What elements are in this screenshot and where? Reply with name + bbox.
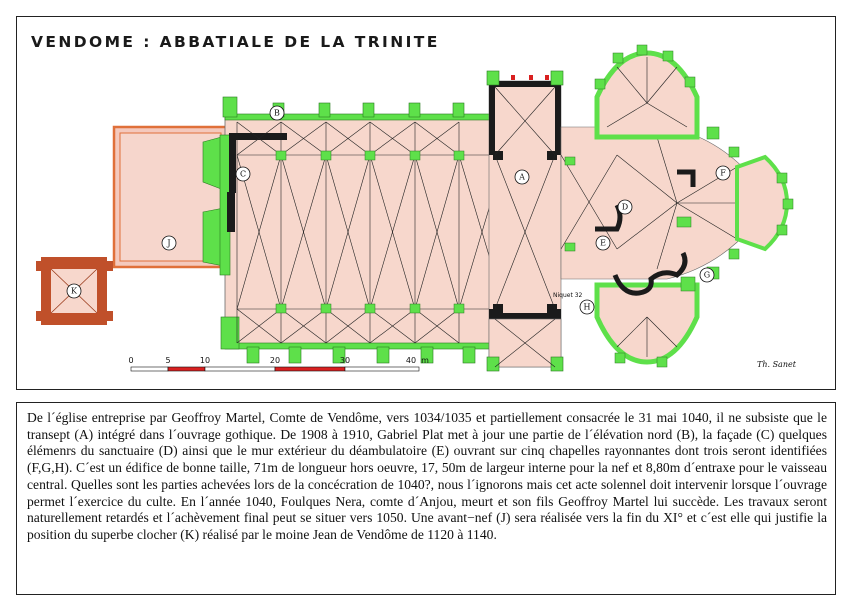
scale-tick-0: 0 [128, 356, 134, 365]
label-a [515, 170, 529, 184]
east-chapel [737, 157, 793, 249]
transept-red-marks [511, 75, 549, 80]
label-b-text: B [274, 108, 280, 118]
label-k [67, 284, 81, 298]
label-d-text: D [621, 202, 629, 212]
scale-tick-10: 10 [199, 356, 211, 365]
label-h-text: H [583, 302, 591, 312]
label-f-text: F [720, 168, 726, 178]
caption-text: De l´église entreprise par Geoffroy Martel, Comte de Vendôme, vers 1034/1035 et partiellement consacrée le 31 mai 1040, il ne subsiste que le transept (A) intégré dans l´ouvrage gothique. De 1908 à 1910, Gabriel Plat met à jour une partie de l´élévation nord (B), la façade (C) quelques élémenrs du sanctuaire (D) ainsi que le mur extérieur du déambulatoire (E) ouvrant sur cinq chapelles rayonnantes dont trois seront identifiées (F,G,H). C´est un édifice de bonne taille, 71m de longueur hors oeuvre, 17, 50m de largeur interne pour la nef et 8,80m d´entraxe pour le vaisseau central. Quelles sont les parties achevées lors de la concécration de 1040?, nous l´ignorons mais cet acte solennel doit intervenir lorsque l´ouvrage permet l´exercice du culte. En l´année 1040, Foulques Nera, comte d´Anjou, meurt et son fils Geoffroy Martel lui succède. Les travaux seront naturellement retardés et l´achèvement final peut se situer vers 1050. Une avant−nef (J) sera réalisée vers la fin du XI° et c´est elle qui justifie la position du superbe clocher (K) réalisé par le moine Jean de Vendôme de 1120 à 1140. [27, 410, 827, 542]
south-chapel [597, 285, 697, 367]
label-j [162, 236, 176, 250]
label-c-text: C [239, 169, 247, 179]
plan-frame [16, 16, 836, 390]
label-h [580, 300, 594, 314]
label-a-text: A [519, 172, 525, 182]
floor-plan [17, 17, 835, 389]
small-note: Niquet 32 [553, 292, 583, 299]
signature: Th. Sanet [757, 360, 796, 369]
plan-title: VENDOME : ABBATIALE DE LA TRINITE [31, 33, 440, 51]
scale-tick-40: 40 [405, 356, 417, 365]
label-j-text: J [167, 238, 171, 248]
scale-tick-20: 20 [269, 356, 281, 365]
scale-tick-30: 30 [339, 356, 351, 365]
caption-frame [16, 402, 836, 595]
label-e [596, 236, 610, 250]
north-chapel [595, 45, 697, 137]
label-k-text: K [71, 286, 77, 296]
label-d [618, 200, 632, 214]
label-e-text: E [600, 238, 606, 248]
label-b [270, 106, 284, 120]
scale-tick-5: 5 [165, 356, 171, 365]
label-g [700, 268, 714, 282]
label-f [716, 166, 730, 180]
label-g-text: G [703, 270, 711, 280]
scale-unit: m [421, 356, 429, 365]
label-c [236, 167, 250, 181]
